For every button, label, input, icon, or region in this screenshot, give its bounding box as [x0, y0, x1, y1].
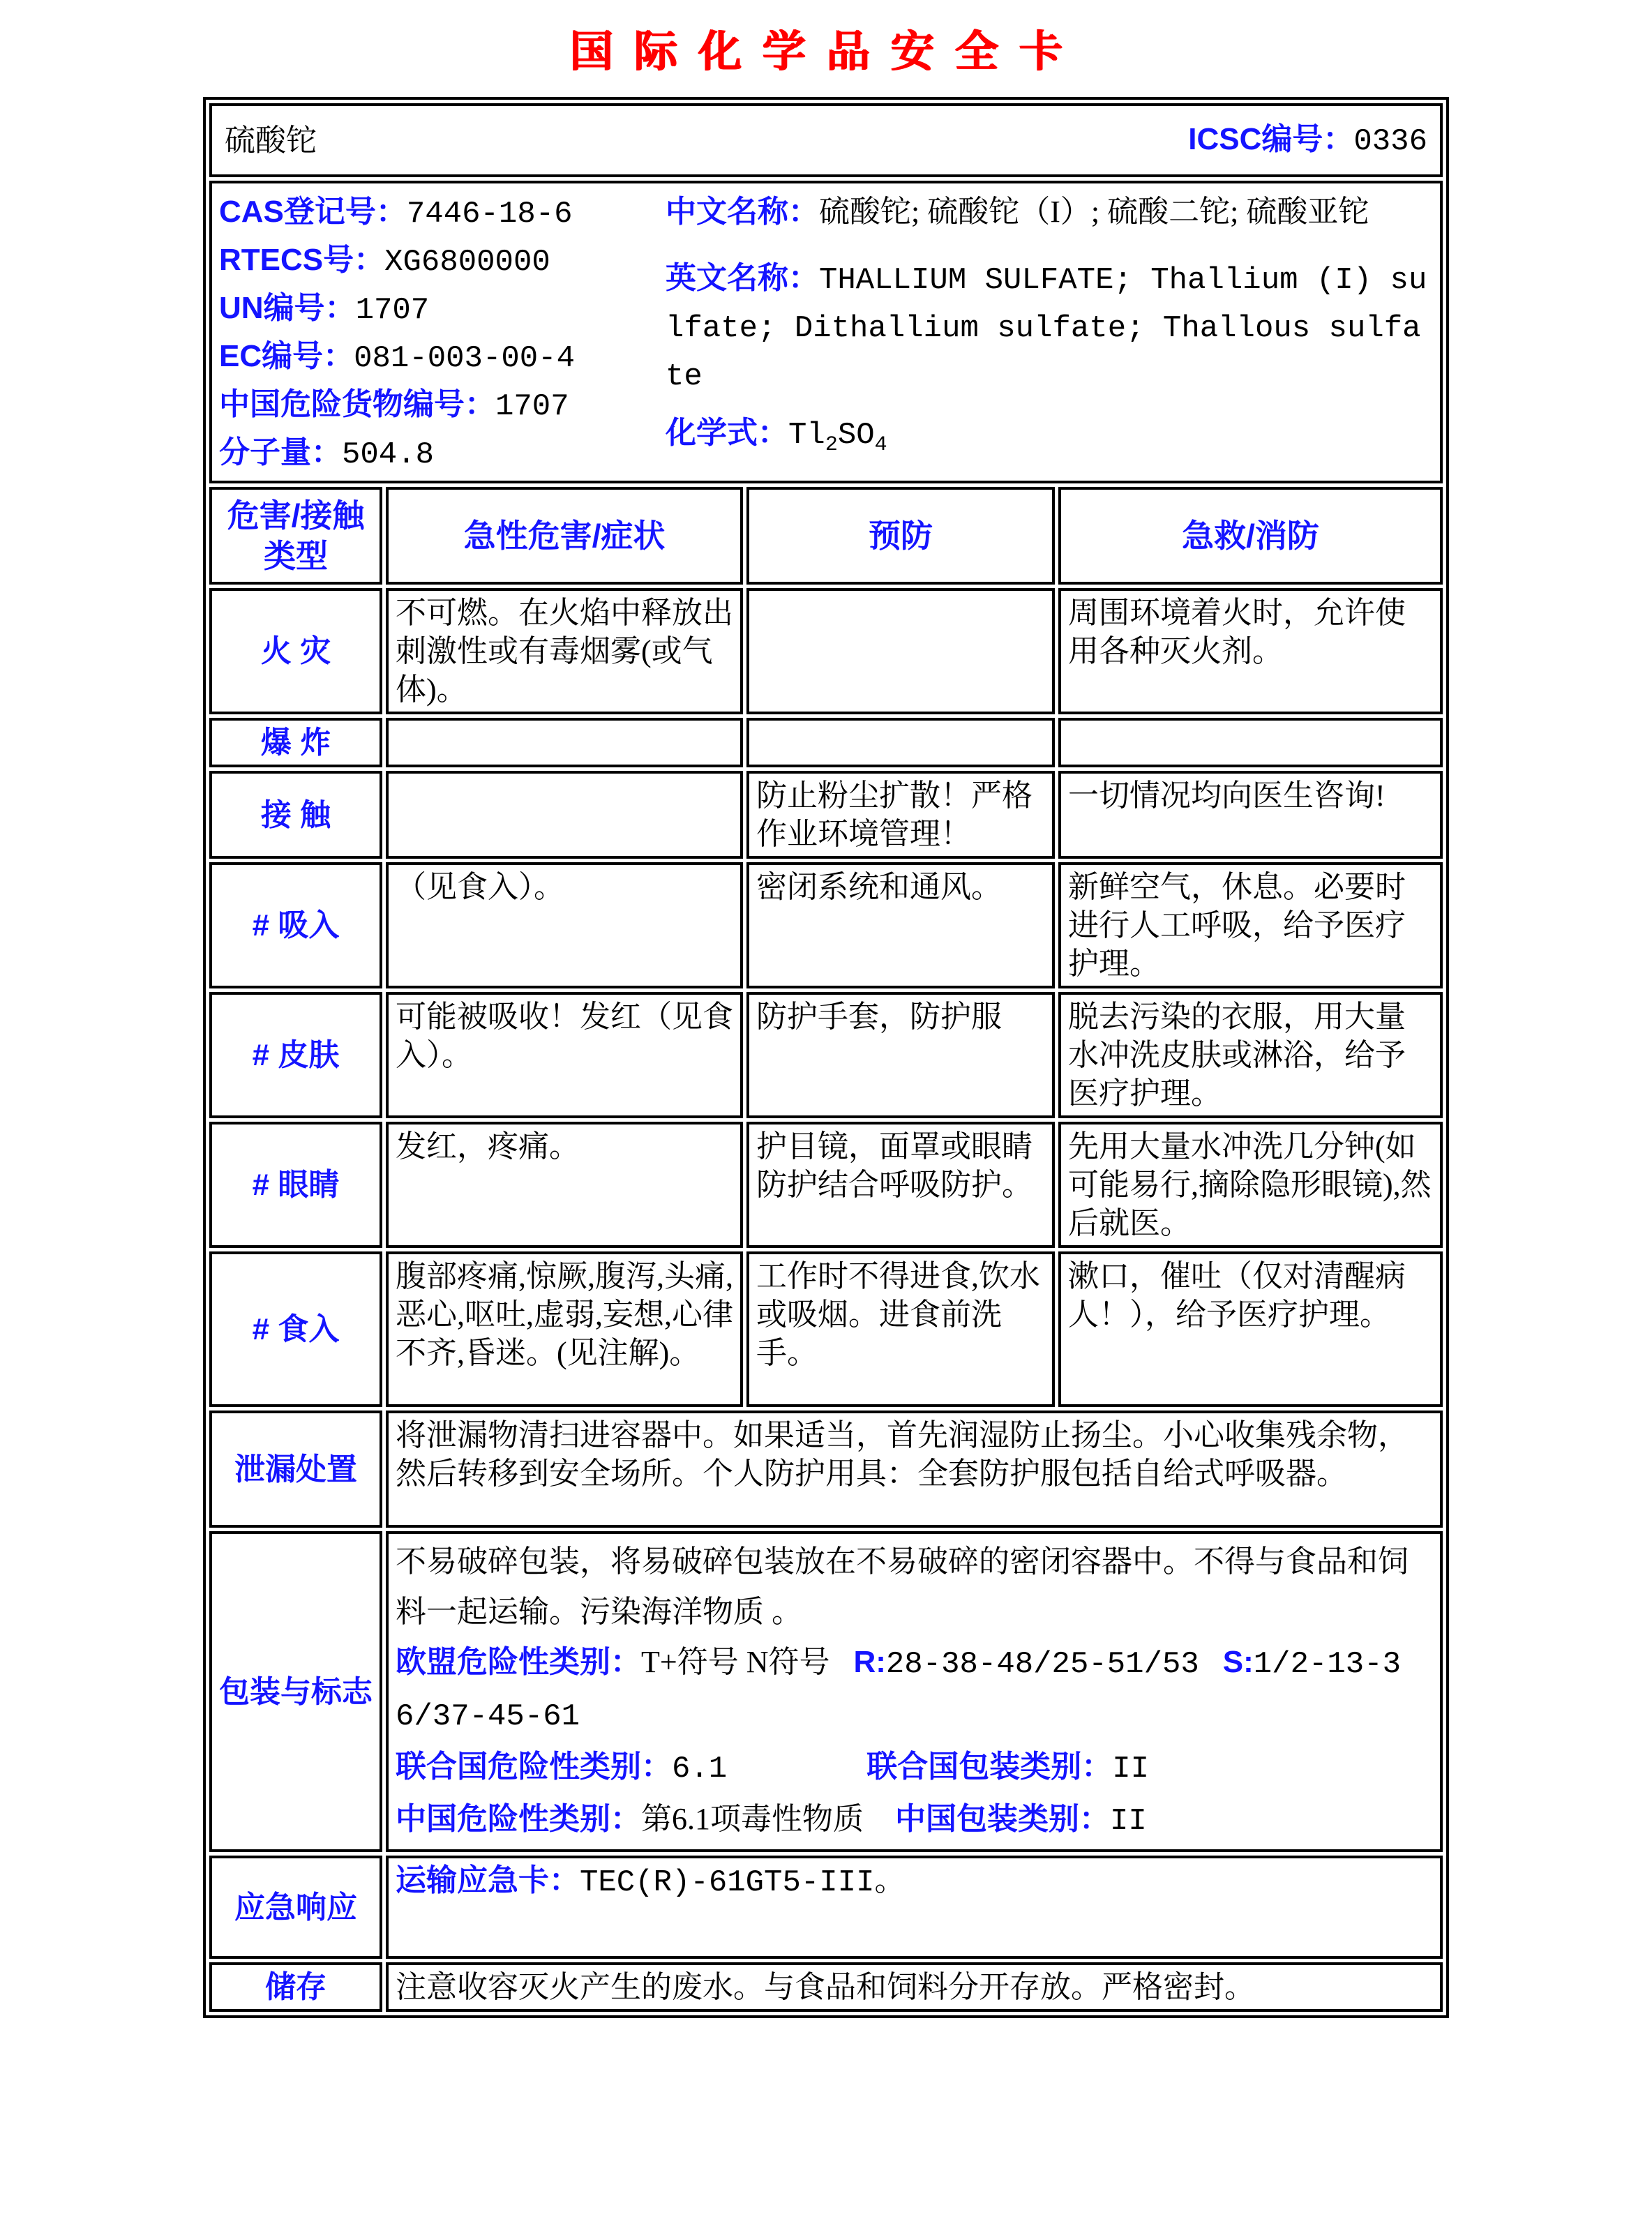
- eyes-prevention-cell: 护目镜，面罩或眼睛防护结合呼吸防护。: [746, 1122, 1055, 1248]
- packing-text: 不易破碎包装，将易破碎包装放在不易破碎的密闭容器中。不得与食品和饲料一起运输。污染海洋物质 。: [396, 1544, 1409, 1629]
- chinese-name-line: 中文名称：硫酸铊; 硫酸铊（I）; 硫酸二铊; 硫酸亚铊: [666, 195, 1369, 229]
- inhalation-first-aid-cell: 新鲜空气，休息。必要时进行人工呼吸，给予医疗护理。: [1058, 862, 1443, 988]
- spill-disposal-row: [209, 1411, 1443, 1528]
- hazard-row-ingestion: [209, 1251, 1443, 1407]
- eu-class-label: 欧盟危险性类别：: [396, 1645, 641, 1679]
- storage-cell: 注意收容灭火产生的废水。与食品和饲料分开存放。严格密封。: [386, 1962, 1443, 2012]
- row-label-exposure: 接 触: [209, 771, 382, 859]
- fire-symptoms-cell: 不可燃。在火焰中释放出刺激性或有毒烟雾(或气体)。: [386, 588, 743, 714]
- un-class-label: 联合国危险性类别：: [396, 1750, 672, 1784]
- identifiers-row: [209, 181, 1443, 483]
- china-pack-group-value: II: [1110, 1804, 1147, 1839]
- un-number-line: UN编号：1707: [219, 291, 430, 328]
- row-label-fire: 火 灾: [209, 588, 382, 714]
- un-class-value: 6.1: [672, 1752, 728, 1787]
- hazard-row-fire: [209, 588, 1443, 714]
- packing-labelling-cell: [386, 1531, 1443, 1852]
- row-label-packing: 包装与标志: [209, 1531, 382, 1852]
- row-label-spill-disposal: 泄漏处置: [209, 1411, 382, 1528]
- header-hazard-type: 危害/接触类型: [209, 487, 382, 585]
- icsc-card-table: [203, 97, 1449, 2018]
- china-class-label: 中国危险性类别：: [396, 1802, 641, 1836]
- row-label-explosion: 爆 炸: [209, 718, 382, 767]
- page-title: 国际化学品安全卡: [569, 28, 1083, 76]
- row-label-inhalation: # 吸入: [209, 862, 382, 988]
- emergency-response-cell: [386, 1856, 1443, 1959]
- header-prevention: 预防: [746, 487, 1055, 585]
- skin-prevention-cell: 防护手套，防护服: [746, 992, 1055, 1118]
- skin-symptoms-cell: 可能被吸收！发红（见食入）。: [386, 992, 743, 1118]
- packing-labelling-row: [209, 1531, 1443, 1852]
- card-name-cell: [209, 103, 1443, 177]
- transport-card-value: TEC(R)-61GT5-III。: [580, 1865, 906, 1900]
- s-phrases-label: S:: [1222, 1645, 1254, 1679]
- formula-line: 化学式：$Tl_2SO_4$: [666, 416, 887, 457]
- ec-number-line: EC编号：081-003-00-4: [219, 339, 575, 376]
- header-first-aid: 急救/消防: [1058, 487, 1443, 585]
- explosion-symptoms-cell: [386, 718, 743, 767]
- hazard-row-exposure: [209, 771, 1443, 859]
- icsc-label: ICSC编号：: [1188, 121, 1354, 156]
- exposure-symptoms-cell: [386, 771, 743, 859]
- chemical-name: 硫酸铊: [225, 123, 317, 158]
- r-phrases-label: R:: [853, 1645, 886, 1679]
- hazard-row-skin: [209, 992, 1443, 1118]
- fire-first-aid-cell: 周围环境着火时，允许使用各种灭火剂。: [1058, 588, 1443, 714]
- un-pack-group-label: 联合国包装类别：: [866, 1750, 1113, 1784]
- cas-number-line: CAS登记号：7446-18-6: [219, 195, 573, 232]
- card-name-row: [209, 103, 1443, 177]
- english-name-line: 英文名称：THALLIUM SULFATE; Thallium (I) sulfate; Dithallium sulfate; Thallous sulfate: [666, 261, 1427, 394]
- china-dg-number-line: 中国危险货物编号：1707: [219, 387, 569, 424]
- hazard-header-row: [209, 487, 1443, 585]
- s-phrases-value: 1/2-13-36/37-45-61: [396, 1647, 1402, 1734]
- hazard-row-explosion: [209, 718, 1443, 767]
- row-label-ingestion: # 食入: [209, 1251, 382, 1407]
- molecular-weight-line: 分子量：504.8: [219, 435, 435, 472]
- exposure-first-aid-cell: 一切情况均向医生咨询!: [1058, 771, 1443, 859]
- china-class-line: [396, 1794, 1433, 1846]
- china-class-value: 第6.1项毒性物质: [641, 1802, 864, 1836]
- fire-prevention-cell: [746, 588, 1055, 714]
- name-bar: [219, 120, 1433, 161]
- eyes-symptoms-cell: 发红，疼痛。: [386, 1122, 743, 1248]
- row-label-emergency: 应急响应: [209, 1856, 382, 1959]
- hazard-row-inhalation: [209, 862, 1443, 988]
- row-label-storage: 储存: [209, 1962, 382, 2012]
- ingestion-symptoms-cell: 腹部疼痛,惊厥,腹泻,头痛,恶心,呕吐,虚弱,妄想,心律不齐,昏迷。(见注解)。: [386, 1251, 743, 1407]
- registry-id-list: [219, 186, 666, 478]
- un-pack-group-value: II: [1112, 1752, 1150, 1787]
- eyes-first-aid-cell: 先用大量水冲洗几分钟(如可能易行,摘除隐形眼镜),然后就医。: [1058, 1122, 1443, 1248]
- eu-class-value: T+符号 N符号: [641, 1645, 830, 1679]
- storage-row: [209, 1962, 1443, 2012]
- r-phrases-value: 28-38-48/25-51/53: [885, 1647, 1199, 1682]
- identifiers-cell: [209, 181, 1443, 483]
- china-pack-group-label: 中国包装类别：: [895, 1802, 1110, 1836]
- un-class-line: [396, 1742, 1433, 1794]
- emergency-response-row: [209, 1856, 1443, 1959]
- explosion-prevention-cell: [746, 718, 1055, 767]
- ingestion-prevention-cell: 工作时不得进食,饮水或吸烟。进食前洗手。: [746, 1251, 1055, 1407]
- row-label-eyes: # 眼睛: [209, 1122, 382, 1248]
- rtecs-number-line: RTECS号：XG6800000: [219, 243, 550, 280]
- ingestion-first-aid-cell: 漱口，催吐（仅对清醒病人！），给予医疗护理。: [1058, 1251, 1443, 1407]
- header-acute-symptoms: 急性危害/症状: [386, 487, 743, 585]
- chemical-formula: $Tl_2SO_4$: [788, 418, 887, 457]
- chemical-names-block: [666, 186, 1433, 478]
- exposure-prevention-cell: 防止粉尘扩散！严格作业环境管理！: [746, 771, 1055, 859]
- skin-first-aid-cell: 脱去污染的衣服，用大量水冲洗皮肤或淋浴，给予医疗护理。: [1058, 992, 1443, 1118]
- hazard-row-eyes: [209, 1122, 1443, 1248]
- row-label-skin: # 皮肤: [209, 992, 382, 1118]
- eu-hazard-class-line: [396, 1637, 1433, 1742]
- icsc-number: [1188, 120, 1427, 161]
- inhalation-prevention-cell: 密闭系统和通风。: [746, 862, 1055, 988]
- transport-card-label: 运输应急卡：: [396, 1863, 580, 1897]
- inhalation-symptoms-cell: （见食入）。: [386, 862, 743, 988]
- explosion-first-aid-cell: [1058, 718, 1443, 767]
- icsc-value: 0336: [1353, 123, 1427, 159]
- spill-disposal-cell: 将泄漏物清扫进容器中。如果适当，首先润湿防止扬尘。小心收集残余物，然后转移到安全场所。个人防护用具：全套防护服包括自给式呼吸器。: [386, 1411, 1443, 1528]
- icsc-page: [0, 17, 1652, 2018]
